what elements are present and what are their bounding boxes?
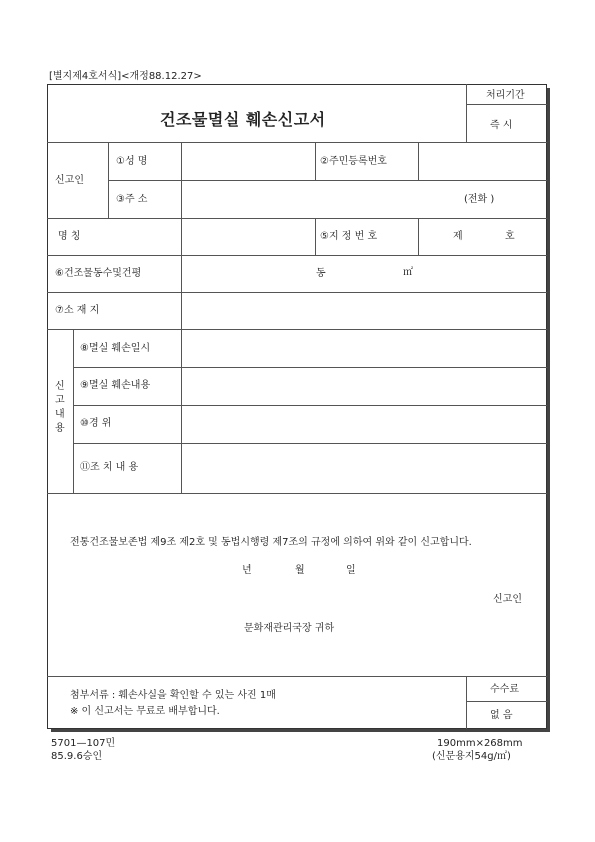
- vrule-fee: [466, 676, 467, 729]
- building-count-area-unit: ㎡: [403, 267, 413, 278]
- rule-9: [73, 443, 547, 444]
- building-count-label: ⑥건조물동수및건평: [55, 268, 142, 279]
- fee-label: 수수료: [490, 684, 519, 695]
- rule-8: [73, 405, 547, 406]
- phone-label: (전화 ): [464, 194, 495, 205]
- rule-1: [47, 142, 547, 143]
- vrule-content: [73, 329, 74, 493]
- report-row-circumstance: ⑩경 위: [80, 418, 112, 429]
- paper-size: 190mm×268mm: [437, 738, 523, 749]
- vrule-main: [181, 142, 182, 493]
- fee-value: 없 음: [490, 710, 513, 721]
- paper-type: (신문용지54g/㎡): [432, 751, 511, 762]
- frame-shadow-right: [547, 88, 550, 732]
- date-month: 월: [295, 565, 305, 576]
- date-year: 년: [242, 565, 252, 576]
- rule-4: [47, 255, 547, 256]
- rule-3: [47, 218, 547, 219]
- rule-10: [47, 493, 547, 494]
- building-count-dong: 동: [316, 268, 326, 279]
- resident-id-label: ②주민등록번호: [320, 156, 387, 167]
- designation-number-label: ⑤지 정 번 호: [320, 231, 378, 242]
- rule-2: [108, 180, 547, 181]
- vrule-id: [315, 142, 316, 180]
- rule-11: [47, 676, 547, 677]
- designation-number-prefix: 제: [453, 231, 463, 242]
- vrule-reporter: [108, 142, 109, 218]
- attachments-note: 첨부서류 : 훼손사실을 확인할 수 있는 사진 1매: [70, 690, 276, 701]
- rule-5: [47, 292, 547, 293]
- free-distribution-note: ※ 이 신고서는 무료로 배부합니다.: [70, 706, 220, 717]
- processing-period-label: 처리기간: [486, 90, 525, 101]
- statement-recipient: 문화재관리국장 귀하: [244, 623, 335, 634]
- location-label: ⑦소 재 지: [55, 305, 100, 316]
- designation-number-suffix: 호: [505, 231, 515, 242]
- form-code: 5701—107민: [51, 738, 116, 749]
- address-label: ③주 소: [116, 194, 148, 205]
- statement-text: 전통건조물보존법 제9조 제2호 및 동법시행령 제7조의 규정에 의하여 위와 같이 신고합니다.: [70, 537, 472, 548]
- designation-name-label: 명 칭: [58, 231, 81, 242]
- date-day: 일: [346, 565, 356, 576]
- rule-6: [47, 329, 547, 330]
- rule-7: [73, 367, 547, 368]
- reporter-group-label: 신고인: [55, 175, 84, 186]
- form-number: [별지제4호서식]<개정88.12.27>: [49, 71, 202, 82]
- approval-date: 85.9.6승인: [51, 751, 103, 762]
- report-content-group-label: 신 고 내 용: [55, 381, 65, 434]
- vrule-desig: [315, 218, 316, 255]
- report-row-content: ⑨멸실 훼손내용: [80, 380, 151, 391]
- form-title: 건조물멸실 훼손신고서: [160, 110, 326, 129]
- vrule-desig-value: [418, 218, 419, 255]
- name-label: ①성 명: [116, 156, 148, 167]
- processing-period-value: 즉 시: [490, 120, 513, 131]
- processing-line: [466, 104, 547, 105]
- processing-divider: [466, 84, 467, 142]
- statement-reporter: 신고인: [493, 594, 522, 605]
- rule-fee: [466, 701, 547, 702]
- frame-shadow-bottom: [51, 729, 550, 732]
- vrule-id-value: [418, 142, 419, 180]
- report-row-datetime: ⑧멸실 훼손일시: [80, 343, 151, 354]
- report-row-action: ⑪조 치 내 용: [80, 462, 139, 473]
